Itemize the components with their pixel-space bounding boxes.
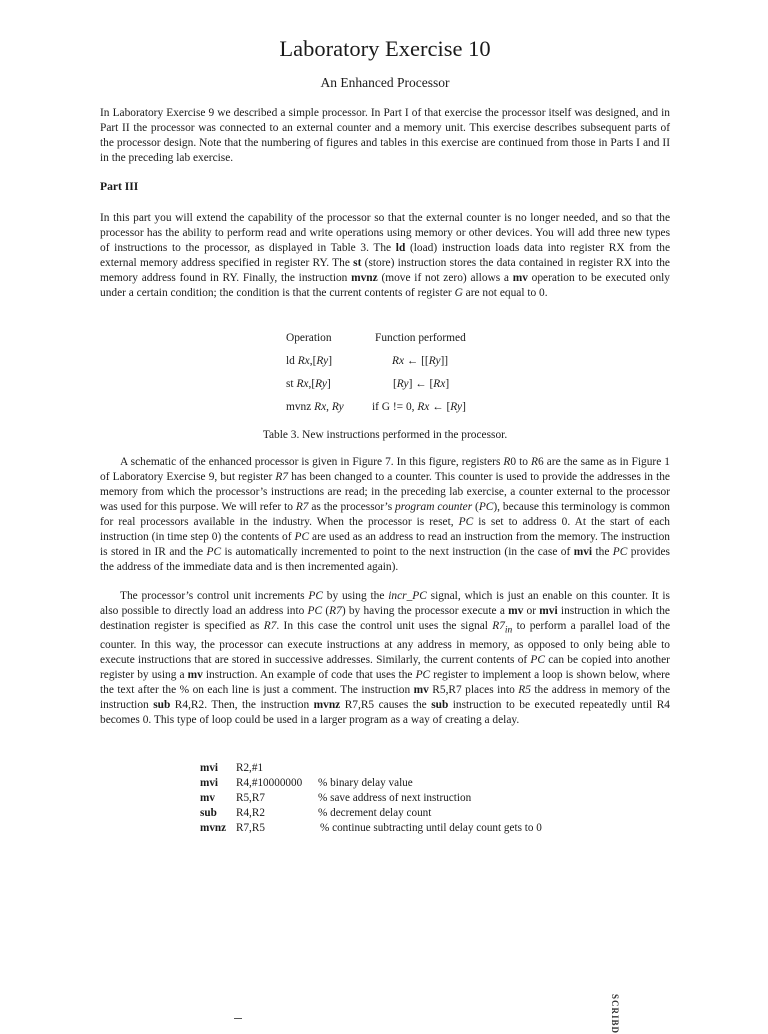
text-span: mv <box>187 669 203 682</box>
text-span: ) by having the processor execute a <box>341 605 509 617</box>
text-span: Ry <box>331 401 344 413</box>
code-comment: % save address of next instruction <box>318 792 472 804</box>
text-span: sub <box>153 699 171 712</box>
keyword-ld: ld <box>395 242 406 254</box>
text-span: R7 <box>295 501 309 513</box>
table-row-ld-fn <box>392 354 448 369</box>
code-comment: % binary delay value <box>318 777 413 789</box>
text-span: in <box>504 625 513 636</box>
text-span: Rx <box>433 378 446 390</box>
text-span: mvnz <box>286 401 315 413</box>
text-span: Ry <box>315 378 327 390</box>
text-span: if G != 0, <box>372 401 418 413</box>
footer-dash <box>234 1018 242 1019</box>
text-span: PC <box>415 669 431 682</box>
text-span: Ry <box>450 401 463 413</box>
text-span: Rx <box>392 355 405 367</box>
code-line <box>200 776 413 791</box>
code-args: R5,R7 <box>236 792 265 804</box>
text-span: Ry <box>428 355 441 367</box>
text-span: A schematic of the enhanced processor is given in Figure 7. In this figure, registers <box>120 456 504 468</box>
text-span: (move if not zero) allows a <box>377 272 513 284</box>
text-span: , <box>326 401 332 413</box>
table-row-st-op <box>286 377 331 392</box>
text-span: ← [ <box>429 401 451 413</box>
text-span: PC <box>458 516 474 528</box>
text-span: R7,R5 causes the <box>340 699 432 712</box>
page-title: Laboratory Exercise 10 <box>279 36 491 61</box>
text-span: Rx <box>297 355 310 367</box>
text-span: (load) instruction loads data into register RX from the external memory address specified in register RY. The <box>100 242 670 269</box>
text-span: ] <box>328 355 332 367</box>
text-span: is set to address 0. At the start of each instruction (in time step 0) the contents of <box>100 516 670 543</box>
code-mnemonic: mvi <box>200 762 219 774</box>
text-span: R5 <box>518 684 531 697</box>
text-span: mvi <box>573 546 593 558</box>
text-span: R <box>503 456 511 468</box>
text-span: R7 <box>275 471 289 483</box>
code-args: R7,R5 <box>236 822 265 834</box>
text-span: ( <box>322 605 330 617</box>
text-span: the address in memory of the instruction <box>100 684 670 712</box>
text-span: register to implement a loop is shown below, where the text after the % on each line is just a comment. The instruction <box>100 669 670 697</box>
text-span: R7 <box>263 620 277 632</box>
text-span: . In this case the control unit uses the signal <box>276 620 493 632</box>
text-span: 0 to <box>510 456 532 468</box>
code-args: R4,#10000000 <box>236 777 303 789</box>
text-span: PC <box>612 546 628 558</box>
code-comment: % decrement delay count <box>318 807 432 819</box>
code-line <box>200 791 471 806</box>
code-comment: % continue subtracting until delay count gets to 0 <box>320 822 542 834</box>
text-span: instruction. An example of code that uses the <box>202 669 416 682</box>
keyword-mvnz: mvnz <box>351 272 378 284</box>
text-span: The processor’s control unit increments <box>120 590 309 602</box>
schematic-paragraph <box>100 455 670 575</box>
keyword-st: st <box>353 257 362 269</box>
text-span: sub <box>431 699 449 712</box>
table-row-ld-op <box>286 354 332 369</box>
table-caption: Table 3. New instructions performed in the processor. <box>262 429 508 441</box>
text-span: ( <box>472 501 479 513</box>
control-unit-paragraph <box>100 589 670 728</box>
code-mnemonic: sub <box>200 807 217 819</box>
code-mnemonic: mvnz <box>200 822 227 834</box>
text-span: mvnz <box>313 699 341 712</box>
intro-paragraph: In Laboratory Exercise 9 we described a simple processor. In Part I of that exercise the processor itself was designed, and in Part II the processor was connected to an external counter and a memory unit. This exercise describes subsequent parts of the processor design. Note that the numbering of figures and tables in this exercise are continued from those in Parts I and II in the preceding lab exercise. <box>100 107 670 164</box>
text-span: incr_PC <box>388 590 427 602</box>
text-span: ] <box>445 378 450 390</box>
text-span: In this part you will extend the capability of the processor so that the external counter is no longer needed, and so that the processor has the ability to perform read and write operations using memory or other devices. You will add three new types of instructions to the processor, as displayed in Table 3. The <box>100 212 670 254</box>
table-row-st-fn <box>393 377 449 392</box>
code-line <box>200 806 431 821</box>
text-span: R <box>531 456 538 468</box>
part3-paragraph <box>100 211 670 301</box>
text-span: signal, which is just an enable on this counter. It is also possible to directly load an address into <box>100 590 670 617</box>
text-span: 6 are the same as in Figure 1 of Laboratory Exercise 9, but register <box>100 456 670 483</box>
text-span: R4,R2. Then, the instruction <box>170 699 314 712</box>
text-span: operation to be executed only under a certain condition; the condition is that the current contents of register <box>100 272 671 299</box>
text-span: ] <box>326 378 331 390</box>
text-span: [ <box>393 378 397 390</box>
text-span: ] <box>462 401 466 413</box>
text-span: Ry <box>396 378 409 390</box>
text-span: ← [[ <box>404 355 429 367</box>
text-span: R7 <box>492 620 505 632</box>
text-span: Rx <box>314 401 327 413</box>
code-line <box>200 821 542 836</box>
text-span: st <box>286 378 297 390</box>
text-span: mv <box>413 684 429 697</box>
text-span: provides the address of the immediate data and is then incremented again). <box>100 546 670 573</box>
text-span: ]] <box>440 355 449 367</box>
text-span: PC <box>308 590 323 602</box>
keyword-mv: mv <box>512 272 528 284</box>
register-g: G <box>454 287 463 299</box>
code-args: R2,#1 <box>236 762 264 774</box>
text-span: (store) instruction stores the data contained in register RX into the memory address found in RY. Finally, the instruction <box>100 257 670 284</box>
text-span: has been changed to a counter. This counter is used to provide the addresses in the memory from which the processor’s instructions are read; in the preceding lab exercise, a counter external to the processor was used for this purpose. We will refer to <box>100 471 670 513</box>
text-span: by using the <box>322 590 389 602</box>
page-subtitle: An Enhanced Processor <box>320 75 450 90</box>
table-header-operation: Operation <box>286 332 332 344</box>
text-span: program counter <box>395 501 473 513</box>
code-mnemonic: mvi <box>200 777 219 789</box>
text-span: the <box>592 546 613 558</box>
text-span: R7 <box>329 605 342 617</box>
text-span: as the processor’s <box>308 501 396 513</box>
code-args: R4,R2 <box>236 807 265 819</box>
part-heading: Part III <box>100 180 139 193</box>
text-span: are not equal to 0. <box>462 287 548 299</box>
text-span: R5,R7 places into <box>428 684 519 697</box>
text-span: or <box>523 605 540 617</box>
code-mnemonic: mv <box>200 792 215 804</box>
text-span: mvi <box>539 605 558 617</box>
text-span: instruction to be executed repeatedly until R4 becomes 0. This type of loop could be used in a larger program as a way of creating a delay. <box>100 699 671 727</box>
text-span: is automatically incremented to point to the next instruction (in the case of <box>221 546 574 558</box>
text-span: to perform a parallel load of the counter. In this way, the processor can execute instructions at any address in memory, as opposed to only being able to execute instructions that are stored in successive addresses. Similarly, the current contents of <box>100 620 671 667</box>
text-span: ,[ <box>308 378 316 390</box>
table-row-mvnz-fn <box>372 400 466 415</box>
text-span: ] ← [ <box>408 378 434 390</box>
text-span: PC <box>307 605 323 617</box>
text-span: are used as an address to read an instruction from the memory. The instruction is stored in IR and the <box>100 531 670 558</box>
text-span: mv <box>508 605 524 617</box>
text-span: ld <box>286 355 298 367</box>
text-span: Rx <box>417 401 430 413</box>
text-span: PC <box>478 501 494 513</box>
text-span: can be copied into another register by using a <box>100 654 670 682</box>
text-span: Rx <box>296 378 309 390</box>
table-header-function: Function performed <box>375 332 466 344</box>
text-span: PC <box>294 531 310 543</box>
table-row-mvnz-op <box>286 400 344 415</box>
text-span: instruction in which the destination register is specified as <box>100 605 670 632</box>
text-span: Ry <box>316 355 329 367</box>
text-span: PC <box>206 546 222 558</box>
watermark-stamp: SCRIBD <box>610 994 620 1034</box>
text-span: ), because this terminology is common for real processors available in the industry. When the processor is reset, <box>100 501 670 528</box>
code-line <box>200 761 263 776</box>
text-span: PC <box>530 654 545 667</box>
text-span: ,[ <box>309 355 317 367</box>
